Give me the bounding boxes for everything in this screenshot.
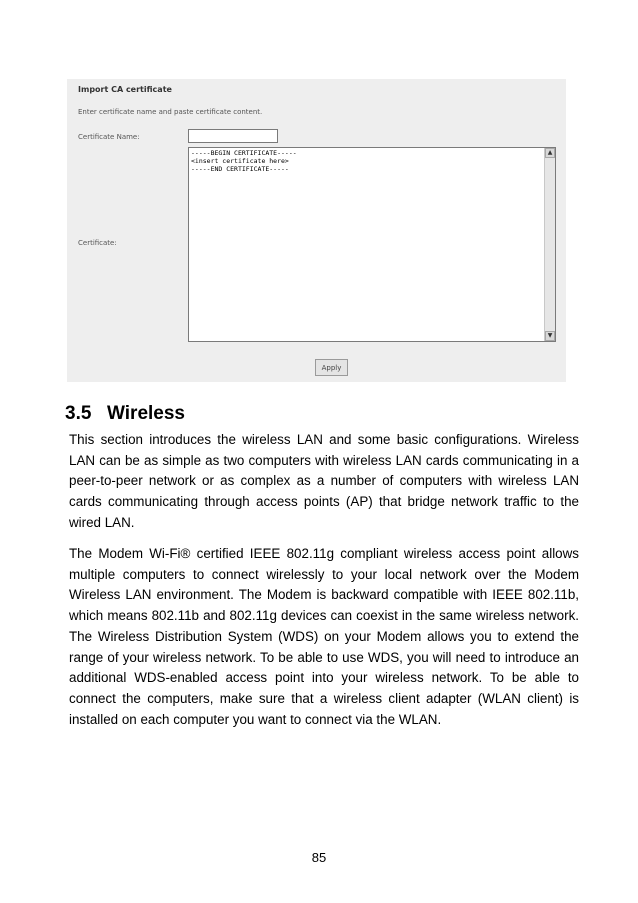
certificate-name-label: Certificate Name: (78, 133, 140, 141)
certificate-scrollbar[interactable] (544, 148, 555, 341)
import-ca-certificate-screenshot (67, 79, 566, 382)
paragraph-intro: This section introduces the wireless LAN and some basic configurations. Wireless LAN can be as simple as two computers with wireless LAN cards communicating in a peer-to-peer network or as complex as a number of computers with wireless LAN cards communicating through access points (AP) that bridge network traffic to the wired LAN. (69, 432, 579, 530)
certificate-textarea-frame (188, 147, 556, 342)
scroll-down-icon[interactable]: ▼ (545, 331, 555, 341)
page-number: 85 (311, 850, 327, 865)
apply-button[interactable]: Apply (315, 359, 348, 376)
section-title: Wireless (107, 403, 185, 424)
instruction-text: Enter certificate name and paste certificate content. (78, 108, 263, 116)
certificate-name-input[interactable] (188, 129, 278, 143)
certificate-textarea[interactable] (189, 148, 543, 341)
section-number: 3.5 (65, 403, 92, 424)
paragraph-modem: The Modem Wi-Fi® certified IEEE 802.11g compliant wireless access point allows multiple computers to connect wirelessly to your local network over the Modem Wireless LAN environment. The Modem is backward compatible with IEEE 802.11b, which means 802.11b and 802.11g devices can coexist in the same wireless network. The Wireless Distribution System (WDS) on your Modem allows you to extend the range of your wireless network. To be able to use WDS, you will need to introduce an additional WDS-enabled access point into your wireless network. To be able to connect the computers, make sure that a wireless client adapter (WLAN client) is installed on each computer you want to connect via the WLAN. (69, 546, 579, 727)
scroll-up-icon[interactable]: ▲ (545, 148, 555, 158)
panel-title: Import CA certificate (78, 85, 172, 94)
section-heading (65, 403, 185, 425)
certificate-label: Certificate: (78, 239, 117, 247)
